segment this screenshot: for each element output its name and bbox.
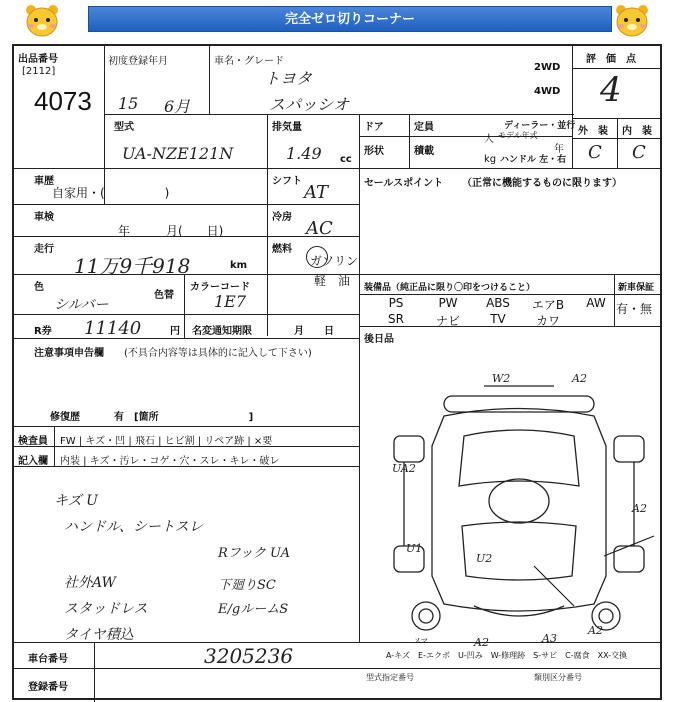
notes-label: 注意事項申告欄 xyxy=(34,348,104,359)
handwritten-note: ハンドル、シートスレ xyxy=(64,519,203,535)
inspector-label: 検査員 xyxy=(18,436,48,447)
damage-mark: A3 xyxy=(542,632,557,645)
shape-label: 形状 xyxy=(364,146,384,157)
handwritten-note: E/gルームS xyxy=(218,602,289,617)
equipment-label: 装備品（純正品に限り〇印をつけること） xyxy=(364,283,536,293)
exterior-grade: C xyxy=(588,142,602,163)
first-reg-month: 6月 xyxy=(164,97,191,116)
recycle-value: 11140 xyxy=(84,318,142,339)
auction-sheet xyxy=(12,44,662,700)
damage-mark: UA2 xyxy=(392,462,416,475)
shift-label: シフト xyxy=(272,176,302,187)
handwritten-note: 社外AW xyxy=(64,575,116,591)
equipment-item: エアB xyxy=(531,298,565,312)
warranty-value: 有・無 xyxy=(616,302,653,316)
mileage-value: 11万9千918 xyxy=(74,254,191,278)
displacement-label: 排気量 xyxy=(272,122,302,133)
damage-mark: A2 xyxy=(632,502,647,515)
drive-2wd: 2WD xyxy=(534,62,561,73)
equipment-item: TV xyxy=(490,312,506,326)
bear-mascot-icon xyxy=(612,2,652,40)
use-label: 車歴 xyxy=(34,176,54,187)
lot-sub: [2112] xyxy=(22,66,56,77)
equipment-item: PS xyxy=(388,296,404,310)
recycle-unit: 円 xyxy=(170,326,180,337)
equipment-item: SR xyxy=(388,312,404,326)
damage-mark: U2 xyxy=(476,552,493,565)
equipment-item: ABS xyxy=(486,296,510,310)
exterior-label: 外 装 xyxy=(578,126,608,137)
damage-mark: U1 xyxy=(406,542,423,555)
dealer-label: ディーラー・並行 xyxy=(504,121,576,131)
displacement: 1.49 xyxy=(286,144,322,163)
fuel-gasoline: ガソリン xyxy=(310,254,359,268)
page-title: 完全ゼロ切りコーナー xyxy=(88,6,612,32)
equipment-item: PW xyxy=(438,296,458,310)
ac-label: 冷房 xyxy=(272,212,292,223)
damage-legend: A-キズ E-エクボ U-凹み W-修理跡 S-サビ C-腐食 XX-交換 xyxy=(386,651,628,660)
handwritten-note: スタッドレス xyxy=(64,601,148,617)
entry-label: 記入欄 xyxy=(18,456,48,467)
door-label: ドア xyxy=(364,122,384,133)
notes-sub: (不具合内容等は具体的に記入して下さい) xyxy=(124,348,312,359)
model-year-label: モデル年式 xyxy=(498,131,538,140)
entry-row: 内装 | キズ・汚レ・コゲ・穴・スレ・キレ・破レ xyxy=(60,456,280,467)
rating-label: 評 価 点 xyxy=(586,54,636,65)
year-unit: 年 xyxy=(554,144,564,155)
inspection-label: 車検 xyxy=(34,212,54,223)
handwritten-note: キズ U xyxy=(54,493,98,509)
handwritten-note: 下廻りSC xyxy=(218,578,276,593)
interior-grade: C xyxy=(632,142,646,163)
mileage-label: 走行 xyxy=(34,244,54,255)
handwritten-note: タイヤ積込 xyxy=(64,627,134,643)
inspector-row: FW | キズ・凹 | 飛石 | ヒビ割 | リペア跡 | ×要 xyxy=(60,436,273,447)
recycle-label: R券 xyxy=(34,326,52,337)
damage-mark: W2 xyxy=(492,372,511,385)
name-change-value: 月 日 xyxy=(294,326,334,337)
equipment-item: AW xyxy=(586,296,606,310)
color-value: シルバー xyxy=(54,297,109,313)
reg-no-label: 登録番号 xyxy=(28,682,68,693)
lot-number: 4073 xyxy=(34,86,92,116)
warranty-label: 新車保証 xyxy=(618,283,655,293)
name-change-label: 名変通知期限 xyxy=(192,326,252,337)
back-seat-label: 後日品 xyxy=(364,334,394,345)
inspection-value: 年 月( 日) xyxy=(118,224,224,238)
repair-value: 有 [箇所 ] xyxy=(114,412,254,423)
car-damage-diagram xyxy=(374,376,664,638)
use-value: 自家用・( ) xyxy=(52,186,170,200)
model-name: スパッシオ xyxy=(269,95,350,114)
color-label: 色 xyxy=(34,282,44,293)
interior-label: 内 装 xyxy=(622,126,652,137)
model-code: UA-NZE121N xyxy=(122,144,234,163)
damage-mark: A2 xyxy=(588,624,603,637)
color-code-label: カラーコード xyxy=(190,282,250,293)
first-reg-year: 15 xyxy=(118,94,139,113)
color-change-label: 色替 xyxy=(154,290,174,301)
repair-label: 修復歴 xyxy=(50,412,80,423)
shift-value: AT xyxy=(304,182,329,203)
type-designation-label: 型式指定番号 xyxy=(366,673,414,682)
load-label: 積載 xyxy=(414,146,434,157)
drive-4wd: 4WD xyxy=(534,86,561,97)
first-reg-label: 初度登録年月 xyxy=(108,56,168,67)
color-code: 1E7 xyxy=(214,292,247,311)
chassis-no: 3205236 xyxy=(204,644,294,668)
sales-point-sub: （正常に機能するものに限ります） xyxy=(462,178,622,189)
ac-value: AC xyxy=(306,218,333,239)
make-label: 車名・グレード xyxy=(214,56,284,67)
equipment-item: カワ xyxy=(535,314,560,328)
bear-mascot-icon xyxy=(22,2,62,40)
fuel-diesel: 軽 油 xyxy=(314,274,351,288)
handwritten-note: Rフック UA xyxy=(218,546,290,561)
equipment-item: ナビ xyxy=(435,314,460,328)
lot-number-label: 出品番号 xyxy=(18,54,58,65)
model-code-label: 型式 xyxy=(114,122,134,133)
rating-value: 4 xyxy=(600,70,622,110)
capacity-label: 定員 xyxy=(414,122,434,133)
header-bar xyxy=(0,0,700,42)
fuel-label: 燃料 xyxy=(272,244,292,255)
cc-unit: cc xyxy=(340,154,352,165)
mirror-label: スマ xyxy=(414,637,428,645)
sales-point-label: セールスポイント xyxy=(364,178,444,189)
classification-label: 類別区分番号 xyxy=(534,673,582,682)
fuel-circle-mark xyxy=(306,246,328,268)
kg-unit: kg xyxy=(484,154,497,165)
damage-mark: A2 xyxy=(572,372,587,385)
person-unit: 人 xyxy=(484,134,494,145)
damage-mark: A2 xyxy=(474,636,489,649)
handle-label: ハンドル 左・右 xyxy=(500,155,567,165)
chassis-no-label: 車台番号 xyxy=(28,654,68,665)
km-unit: km xyxy=(230,260,248,271)
make-value: トヨタ xyxy=(264,69,313,88)
